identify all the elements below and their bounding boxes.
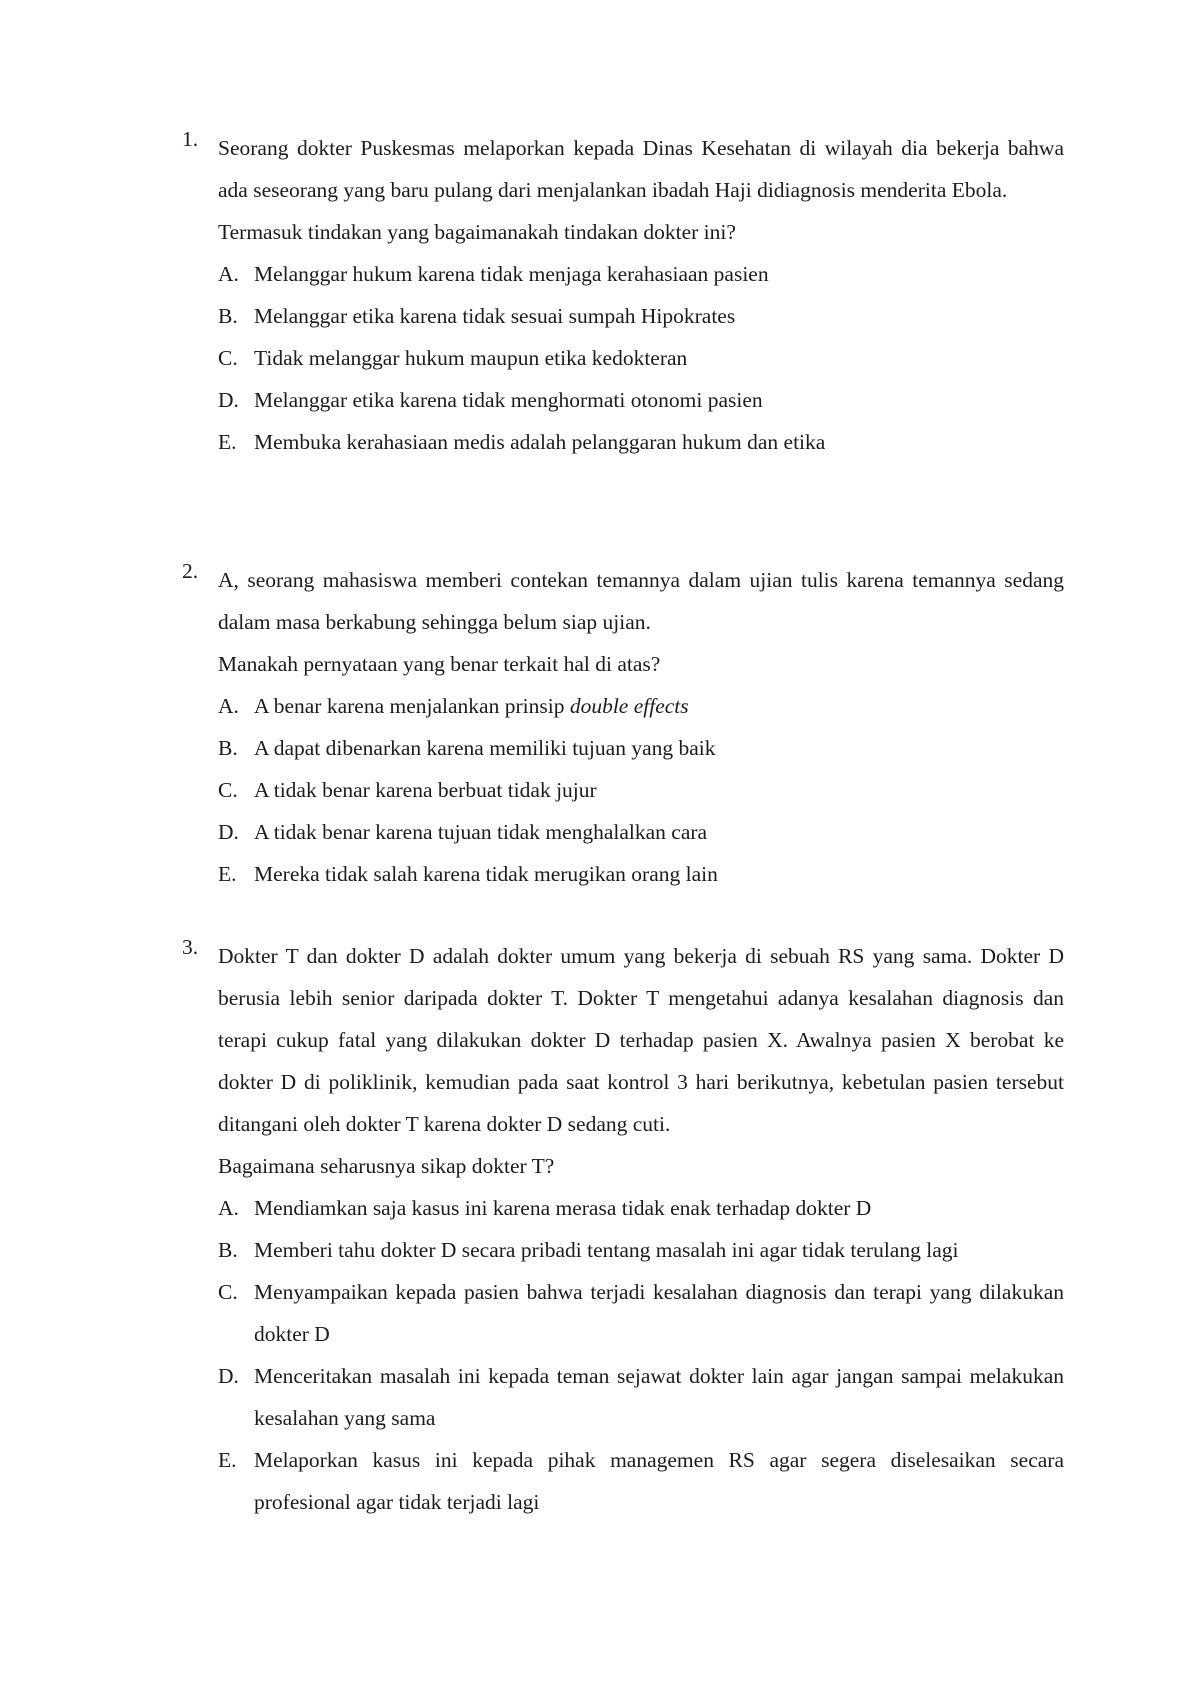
option-d [218,811,1064,853]
option-letter: E. [218,430,237,454]
option-letter: C. [218,346,238,370]
option-text: A tidak benar karena berbuat tidak jujur [254,778,597,802]
option-e [218,421,1064,463]
question-prompt: Termasuk tindakan yang bagaimanakah tindakan dokter ini? [218,220,736,244]
option-b [218,1229,1064,1271]
question-3 [182,935,1064,1523]
option-letter: A. [218,1196,239,1220]
answer-options [218,253,1064,463]
option-text: Menyampaikan kepada pasien bahwa terjadi kesalahan diagnosis dan terapi yang dilakukan dokter D [254,1280,1064,1346]
option-text: Melaporkan kasus ini kepada pihak managemen RS agar segera diselesaikan secara profesional agar tidak terjadi lagi [254,1448,1064,1514]
option-a [218,685,1064,727]
option-letter: D. [218,388,239,412]
option-letter: A. [218,694,239,718]
option-e [218,1439,1064,1523]
option-c [218,769,1064,811]
option-letter: C. [218,778,238,802]
option-text: A dapat dibenarkan karena memiliki tujuan yang baik [254,736,716,760]
option-text: Melanggar etika karena tidak sesuai sumpah Hipokrates [254,304,736,328]
option-letter: B. [218,304,238,328]
option-c [218,337,1064,379]
question-number: 2. [182,559,199,583]
question-2 [182,559,1064,895]
option-text: Melanggar hukum karena tidak menjaga kerahasiaan pasien [254,262,769,286]
question-prompt: Manakah pernyataan yang benar terkait hal di atas? [218,652,661,676]
option-letter: B. [218,736,238,760]
option-text: Melanggar etika karena tidak menghormati otonomi pasien [254,388,763,412]
option-text: Mendiamkan saja kasus ini karena merasa tidak enak terhadap dokter D [254,1196,872,1220]
option-a [218,1187,1064,1229]
option-d [218,1355,1064,1439]
option-text: Menceritakan masalah ini kepada teman sejawat dokter lain agar jangan sampai melakukan kesalahan yang sama [254,1364,1064,1430]
question-number: 3. [182,935,199,959]
option-text: A benar karena menjalankan prinsip [254,694,570,718]
option-letter: B. [218,1238,238,1262]
question-number: 1. [182,127,199,151]
option-d [218,379,1064,421]
option-italic-term: double effects [569,694,689,718]
option-letter: E. [218,862,237,886]
option-letter: A. [218,262,239,286]
question-1 [182,127,1064,463]
option-c [218,1271,1064,1355]
option-text: Tidak melanggar hukum maupun etika kedokteran [254,346,688,370]
option-text: A tidak benar karena tujuan tidak menghalalkan cara [254,820,708,844]
option-text: Memberi tahu dokter D secara pribadi tentang masalah ini agar tidak terulang lagi [254,1238,959,1262]
option-a [218,253,1064,295]
option-text: Membuka kerahasiaan medis adalah pelanggaran hukum dan etika [254,430,826,454]
option-text-container [254,685,1064,727]
option-letter: D. [218,820,239,844]
question-prompt: Bagaimana seharusnya sikap dokter T? [218,1154,555,1178]
answer-options [218,685,1064,895]
question-stem: Dokter T dan dokter D adalah dokter umum yang bekerja di sebuah RS yang sama. Dokter D berusia lebih senior daripada dokter T. Dokter T mengetahui adanya kesalahan diagnosis dan terapi cukup fatal yang dilakukan dokter D terhadap pasien X. Awalnya pasien X berobat ke dokter D di poliklinik, kemudian pada saat kontrol 3 hari berikutnya, kebetulan pasien tersebut ditangani oleh dokter T karena dokter D sedang cuti. [218,944,1064,1136]
option-b [218,727,1064,769]
option-text: Mereka tidak salah karena tidak merugikan orang lain [254,862,718,886]
option-letter: C. [218,1280,238,1304]
option-b [218,295,1064,337]
option-letter: E. [218,1448,237,1472]
question-stem: A, seorang mahasiswa memberi contekan temannya dalam ujian tulis karena temannya sedang dalam masa berkabung sehingga belum siap ujian. [218,568,1064,634]
question-stem: Seorang dokter Puskesmas melaporkan kepada Dinas Kesehatan di wilayah dia bekerja bahwa ada seseorang yang baru pulang dari menjalankan ibadah Haji didiagnosis menderita Ebola. [218,136,1064,202]
option-letter: D. [218,1364,239,1388]
option-e [218,853,1064,895]
answer-options [218,1187,1064,1523]
